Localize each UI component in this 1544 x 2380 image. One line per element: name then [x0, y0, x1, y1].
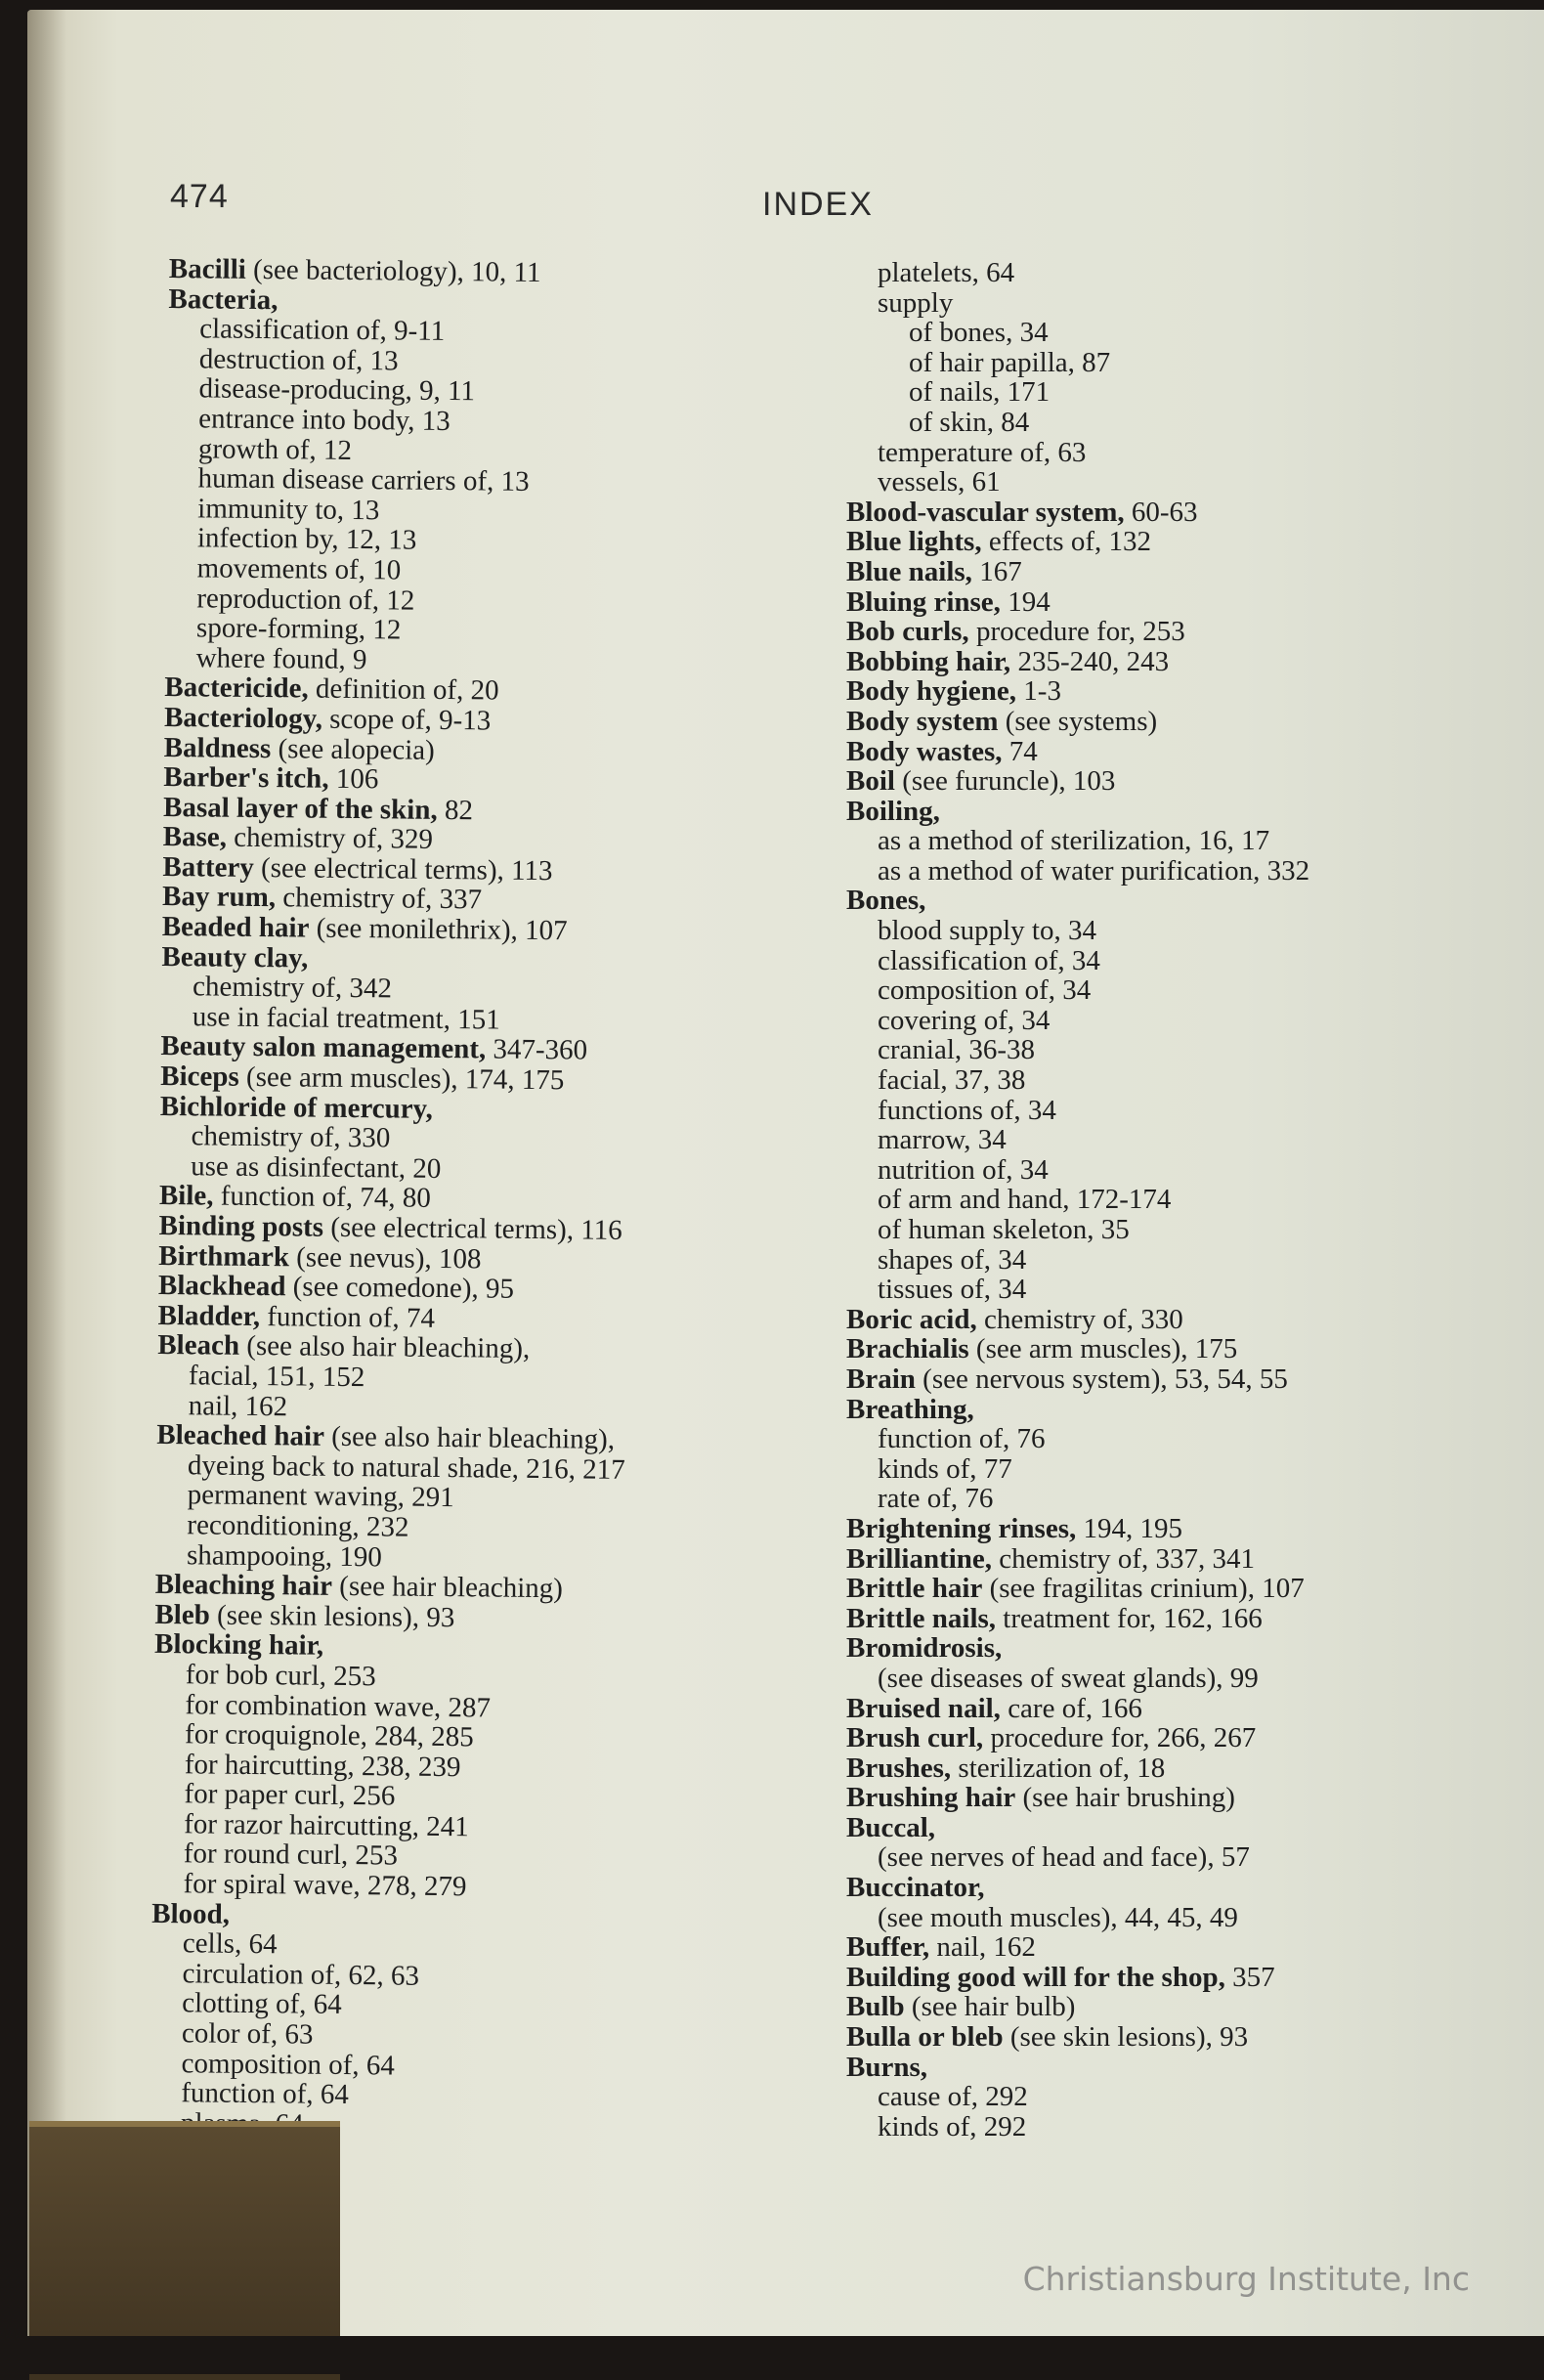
index-entry	[846, 1514, 1530, 1544]
index-detail: chemistry of, 330	[191, 1120, 391, 1154]
index-term: Binding posts	[158, 1209, 324, 1243]
index-entry	[846, 707, 1530, 737]
index-term: Brilliantine,	[846, 1542, 993, 1575]
index-detail: disease-producing, 9, 11	[198, 372, 476, 408]
index-entry	[846, 1424, 1530, 1454]
index-term: Brightening rinses,	[846, 1512, 1077, 1544]
index-entry	[846, 1783, 1530, 1813]
index-entry	[846, 2112, 1530, 2142]
index-detail: (see skin lesions), 93	[209, 1599, 455, 1633]
index-detail: 1-3	[1016, 675, 1061, 708]
index-detail: (see nerves of head and face), 57	[878, 1841, 1250, 1874]
index-entry	[846, 1932, 1530, 1963]
index-entry	[846, 856, 1530, 887]
index-detail: marrow, 34	[878, 1124, 1007, 1156]
index-detail: chemistry of, 330	[976, 1303, 1183, 1335]
index-detail: (see furuncle), 103	[894, 765, 1116, 798]
index-detail: (see arm muscles), 174, 175	[238, 1060, 565, 1097]
index-term: Boil	[846, 765, 895, 798]
index-detail: spore-forming, 12	[195, 612, 402, 646]
index-term: Bulla or bleb	[846, 2021, 1004, 2054]
index-column-left	[150, 254, 853, 2145]
index-term: Beauty clay,	[161, 940, 309, 974]
index-detail: (see diseases of sweat glands), 99	[878, 1662, 1259, 1694]
index-term: Brittle hair	[846, 1573, 983, 1605]
index-term: Brush curl,	[846, 1722, 984, 1754]
index-term: Bleach	[157, 1329, 240, 1363]
index-entry	[846, 1215, 1530, 1245]
index-detail: function of, 76	[878, 1423, 1046, 1455]
index-entry	[846, 1245, 1530, 1276]
index-entry	[846, 587, 1530, 618]
index-entry	[846, 1873, 1530, 1903]
index-detail: nail, 162	[929, 1931, 1036, 1964]
index-term: Blue lights,	[846, 526, 982, 558]
index-entry	[846, 1125, 1530, 1155]
index-entry	[846, 1574, 1530, 1604]
index-term: Blood-vascular system,	[846, 496, 1125, 528]
index-term: Base,	[162, 821, 228, 853]
index-term: Blood,	[151, 1897, 231, 1930]
index-term: Bulb	[846, 1991, 905, 2023]
index-detail: (see hair brushing)	[1015, 1782, 1235, 1814]
index-detail: facial, 37, 38	[878, 1064, 1026, 1097]
index-entry	[846, 1544, 1530, 1575]
index-detail: movements of, 10	[196, 552, 402, 586]
index-detail: 82	[437, 794, 474, 826]
index-term: Bactericide,	[164, 671, 309, 705]
index-detail: clotting of, 64	[182, 1987, 342, 2021]
index-entry	[846, 1694, 1530, 1724]
index-detail: composition of, 34	[878, 974, 1092, 1007]
index-term: Brain	[846, 1363, 916, 1395]
index-detail: destruction of, 13	[198, 343, 399, 377]
index-detail: care of, 166	[1000, 1692, 1142, 1724]
index-detail: entrance into body, 13	[198, 403, 450, 437]
index-detail: (see hair bleaching)	[331, 1570, 564, 1605]
index-entry	[846, 1633, 1530, 1664]
index-detail: procedure for, 266, 267	[983, 1722, 1257, 1754]
page-title: INDEX	[762, 186, 874, 223]
index-term: Bacteria,	[168, 282, 279, 316]
index-detail: procedure for, 253	[968, 616, 1185, 648]
index-entry	[846, 1006, 1530, 1036]
index-detail: for paper curl, 256	[184, 1778, 396, 1812]
index-entry	[846, 377, 1530, 408]
index-detail: scope of, 9-13	[322, 703, 492, 737]
index-entry	[846, 467, 1530, 498]
index-entry	[846, 975, 1530, 1006]
index-entry	[846, 258, 1530, 288]
index-detail: (see skin lesions), 93	[1003, 2021, 1249, 2054]
index-detail: use in facial treatment, 151	[192, 1001, 500, 1036]
index-entry	[846, 1723, 1530, 1753]
index-term: Brachialis	[846, 1333, 969, 1365]
index-detail: use as disinfectant, 20	[191, 1150, 442, 1185]
index-term: Body wastes,	[846, 735, 1003, 767]
index-entry	[846, 2053, 1530, 2083]
index-detail: (see mouth muscles), 44, 45, 49	[878, 1901, 1238, 1933]
index-entry	[846, 1813, 1530, 1843]
index-term: Bile,	[158, 1180, 214, 1212]
index-detail: blood supply to, 34	[878, 915, 1096, 947]
index-entry	[846, 498, 1530, 528]
index-detail: sterilization of, 18	[951, 1752, 1166, 1784]
index-term: Beauty salon management,	[160, 1030, 487, 1065]
index-detail: tissues of, 34	[878, 1274, 1027, 1306]
index-detail: temperature of, 63	[878, 436, 1087, 468]
index-detail: (see electrical terms), 116	[322, 1211, 622, 1246]
index-detail: rate of, 76	[878, 1483, 994, 1515]
background-edge	[0, 2336, 1544, 2374]
index-detail: human disease carriers of, 13	[197, 462, 530, 498]
index-detail: for spiral wave, 278, 279	[183, 1868, 467, 1903]
index-detail: function of, 74	[259, 1300, 436, 1334]
index-term: Bobbing hair,	[846, 645, 1011, 677]
index-term: Battery	[162, 850, 255, 884]
index-term: Brushes,	[846, 1752, 952, 1784]
index-entry	[846, 676, 1530, 707]
index-detail: for croquignole, 284, 285	[184, 1718, 474, 1753]
index-detail: as a method of sterilization, 16, 17	[878, 825, 1270, 857]
index-detail: dyeing back to natural shade, 216, 217	[187, 1450, 625, 1486]
index-entry	[846, 1604, 1530, 1634]
index-term: Brushing hair	[846, 1782, 1016, 1814]
index-term: Bob curls,	[846, 616, 969, 648]
index-entry	[846, 766, 1530, 797]
index-entry	[846, 1753, 1530, 1784]
index-detail: cause of, 292	[878, 2081, 1028, 2113]
index-detail: as a method of water purification, 332	[878, 854, 1310, 887]
index-detail: cells, 64	[182, 1927, 278, 1961]
index-detail: function of, 64	[181, 2077, 350, 2111]
index-detail: composition of, 64	[181, 2047, 396, 2082]
index-detail: 347-360	[486, 1033, 588, 1066]
index-entry	[846, 1364, 1530, 1395]
index-detail: functions of, 34	[878, 1094, 1056, 1126]
index-detail: infection by, 12, 13	[196, 522, 417, 557]
index-term: Bacilli	[168, 253, 246, 285]
index-term: Bleaching hair	[154, 1569, 333, 1602]
index-term: Bromidrosis,	[846, 1632, 1003, 1665]
index-detail: color of, 63	[181, 2017, 314, 2051]
index-term: Bleb	[154, 1598, 210, 1631]
index-term: Burns,	[846, 2051, 928, 2083]
index-detail: definition of, 20	[308, 672, 499, 707]
index-term: Bay rum,	[161, 881, 277, 914]
index-term: Basal layer of the skin,	[162, 791, 438, 826]
index-detail: 235-240, 243	[1010, 645, 1170, 677]
index-detail: for combination wave, 287	[185, 1688, 492, 1724]
index-detail: reconditioning, 232	[187, 1509, 409, 1543]
index-detail: 60-63	[1124, 496, 1198, 528]
index-entry	[846, 797, 1530, 827]
index-entry	[846, 1155, 1530, 1186]
index-term: Boiling,	[846, 795, 940, 827]
index-detail: (see also hair bleaching),	[323, 1420, 616, 1455]
index-entry	[846, 1305, 1530, 1335]
index-entry	[846, 1454, 1530, 1485]
watermark: Christiansburg Institute, Inc	[1022, 2260, 1470, 2298]
index-detail: shampooing, 190	[186, 1538, 383, 1573]
index-detail: for haircutting, 238, 239	[184, 1748, 461, 1783]
index-detail: treatment for, 162, 166	[996, 1602, 1263, 1634]
index-detail: 167	[971, 555, 1022, 587]
index-detail: shapes of, 34	[878, 1243, 1027, 1276]
index-entry	[846, 617, 1530, 647]
index-detail: of hair papilla, 87	[909, 346, 1111, 378]
index-term: Breathing,	[846, 1393, 974, 1425]
index-column-right	[846, 258, 1530, 2142]
index-detail: nutrition of, 34	[878, 1153, 1049, 1186]
index-detail: for bob curl, 253	[185, 1659, 376, 1693]
index-entry	[846, 1903, 1530, 1933]
index-entry	[846, 1484, 1530, 1514]
index-detail: (see alopecia)	[271, 732, 435, 766]
index-term: Building good will for the shop,	[846, 1961, 1225, 1993]
index-detail: circulation of, 62, 63	[182, 1958, 420, 1992]
index-detail: classification of, 34	[878, 944, 1100, 976]
index-detail: (see bacteriology), 10, 11	[245, 253, 541, 288]
index-detail: function of, 74, 80	[213, 1180, 431, 1215]
index-detail: 194, 195	[1076, 1512, 1182, 1544]
index-detail: vessels, 61	[878, 466, 1001, 498]
index-detail: (see comedone), 95	[285, 1271, 515, 1305]
index-entry	[846, 1664, 1530, 1694]
index-entry	[846, 1334, 1530, 1364]
index-term: Blue nails,	[846, 555, 972, 587]
index-term: Bacteriology,	[163, 701, 323, 735]
index-detail: immunity to, 13	[197, 493, 380, 527]
index-term: Bleached hair	[156, 1419, 325, 1452]
index-detail: (see monilethrix), 107	[309, 912, 568, 947]
index-detail: growth of, 12	[197, 432, 353, 466]
index-detail: 357	[1224, 1961, 1275, 1993]
index-entry	[846, 826, 1530, 856]
index-detail: where found, 9	[195, 642, 367, 675]
index-term: Body hygiene,	[846, 675, 1017, 708]
index-term: Bichloride of mercury,	[159, 1090, 433, 1125]
index-entry	[846, 886, 1530, 916]
index-detail: covering of, 34	[878, 1004, 1051, 1036]
index-entry	[846, 557, 1530, 587]
index-term: Bones,	[846, 885, 926, 917]
index-detail: (see fragilitas crinium), 107	[982, 1573, 1305, 1605]
index-entry	[846, 2082, 1530, 2112]
index-entry	[846, 946, 1530, 976]
index-detail: platelets, 64	[878, 257, 1015, 288]
index-detail: (see electrical terms), 113	[253, 851, 553, 887]
index-detail: facial, 151, 152	[188, 1360, 365, 1394]
index-term: Barber's itch,	[163, 761, 329, 795]
book-page	[27, 10, 1544, 2336]
index-entry	[846, 1275, 1530, 1305]
index-detail: supply	[878, 286, 954, 319]
index-detail: for razor haircutting, 241	[184, 1808, 469, 1843]
index-term: Baldness	[163, 731, 272, 764]
index-detail: nail, 162	[188, 1389, 288, 1422]
index-detail: permanent waving, 291	[187, 1479, 454, 1514]
index-term: Buccinator,	[846, 1872, 985, 1904]
index-term: Bladder,	[157, 1299, 261, 1332]
index-entry	[846, 527, 1530, 557]
index-detail: effects of, 132	[981, 526, 1151, 558]
index-term: Buccal,	[846, 1811, 936, 1843]
index-term: Boric acid,	[846, 1303, 977, 1335]
index-detail: (see nervous system), 53, 54, 55	[915, 1363, 1288, 1395]
index-detail: kinds of, 77	[878, 1452, 1012, 1485]
index-entry	[846, 438, 1530, 468]
index-detail: cranial, 36-38	[878, 1034, 1036, 1066]
index-detail: chemistry of, 329	[226, 821, 434, 856]
index-term: Biceps	[160, 1060, 239, 1093]
index-detail: kinds of, 292	[878, 2110, 1027, 2142]
index-detail: chemistry of, 342	[192, 971, 393, 1005]
index-entry	[846, 916, 1530, 946]
index-detail: (see arm muscles), 175	[968, 1333, 1238, 1365]
spine-shadow	[27, 10, 66, 2336]
index-detail: for round curl, 253	[183, 1838, 399, 1873]
index-detail: of bones, 34	[909, 317, 1049, 349]
index-detail: of nails, 171	[909, 376, 1051, 409]
page-number: 474	[170, 178, 229, 215]
index-term: Body system	[846, 705, 999, 737]
index-entry	[846, 1842, 1530, 1873]
index-term: Brittle nails,	[846, 1602, 997, 1634]
index-term: Buffer,	[846, 1931, 930, 1964]
index-detail: (see nevus), 108	[288, 1240, 482, 1275]
index-entry	[846, 647, 1530, 677]
index-term: Bluing rinse,	[846, 585, 1001, 618]
index-entry	[846, 737, 1530, 767]
index-detail: 194	[1000, 585, 1051, 618]
index-term: Beaded hair	[161, 911, 310, 944]
index-detail: (see systems)	[998, 705, 1158, 737]
index-term: Blackhead	[157, 1270, 286, 1303]
index-detail: of arm and hand, 172-174	[878, 1184, 1172, 1216]
index-detail: chemistry of, 337, 341	[992, 1542, 1256, 1575]
index-entry	[846, 1185, 1530, 1215]
index-detail: chemistry of, 337	[275, 882, 483, 916]
index-entry	[846, 408, 1530, 438]
index-term: Bruised nail,	[846, 1692, 1001, 1724]
index-detail: 106	[328, 762, 379, 796]
index-term: Blocking hair,	[153, 1628, 324, 1663]
index-detail: of skin, 84	[909, 406, 1030, 438]
index-entry	[846, 2022, 1530, 2053]
index-entry	[846, 1065, 1530, 1096]
index-detail: of human skeleton, 35	[878, 1214, 1130, 1245]
index-entry	[846, 318, 1530, 348]
index-entry	[846, 348, 1530, 378]
index-entry	[846, 1096, 1530, 1126]
index-entry	[846, 288, 1530, 319]
index-entry	[846, 1963, 1530, 1993]
index-detail: (see hair bulb)	[904, 1991, 1076, 2023]
index-entry	[846, 1992, 1530, 2022]
index-entry	[846, 1395, 1530, 1425]
index-detail: 74	[1002, 735, 1038, 767]
index-term: Birthmark	[158, 1239, 290, 1273]
index-entry	[846, 1035, 1530, 1065]
index-detail: reproduction of, 12	[196, 582, 415, 617]
index-detail: classification of, 9-11	[199, 313, 446, 348]
index-detail: (see also hair bleaching),	[238, 1330, 531, 1365]
